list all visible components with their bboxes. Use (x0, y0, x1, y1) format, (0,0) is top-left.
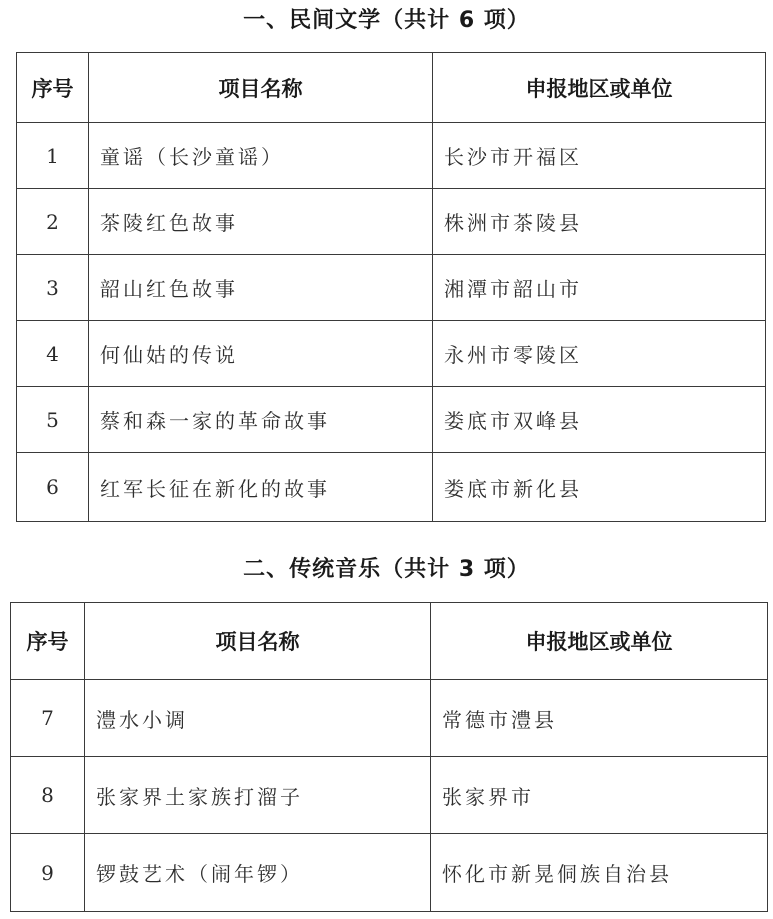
project-name-cell: 红军长征在新化的故事 (89, 453, 433, 522)
folk-literature-table (16, 52, 766, 522)
region-cell: 常德市澧县 (431, 680, 768, 757)
traditional-music-table (10, 602, 768, 912)
table-row (17, 189, 766, 255)
project-name-cell: 锣鼓艺术（闹年锣） (85, 834, 431, 912)
section-title-folk-literature: 一、民间文学（共计 6 项） (243, 8, 530, 33)
table-row (11, 757, 768, 834)
header-region: 申报地区或单位 (431, 603, 768, 680)
project-name-cell: 何仙姑的传说 (89, 321, 433, 387)
project-name-cell: 蔡和森一家的革命故事 (89, 387, 433, 453)
table-header-row (11, 603, 768, 680)
header-project-name: 项目名称 (85, 603, 431, 680)
project-name-cell: 张家界土家族打溜子 (85, 757, 431, 834)
project-name-cell: 茶陵红色故事 (89, 189, 433, 255)
table-row (17, 453, 766, 522)
serial-number-cell: 8 (11, 757, 85, 834)
region-cell: 娄底市新化县 (433, 453, 766, 522)
table-row (17, 123, 766, 189)
region-cell: 永州市零陵区 (433, 321, 766, 387)
region-cell: 长沙市开福区 (433, 123, 766, 189)
table-header-row (17, 53, 766, 123)
serial-number-cell: 2 (17, 189, 89, 255)
table-row (11, 834, 768, 912)
table-row (17, 387, 766, 453)
serial-number-cell: 5 (17, 387, 89, 453)
table-row (17, 321, 766, 387)
project-name-cell: 韶山红色故事 (89, 255, 433, 321)
table-row (11, 680, 768, 757)
serial-number-cell: 1 (17, 123, 89, 189)
serial-number-cell: 3 (17, 255, 89, 321)
serial-number-cell: 9 (11, 834, 85, 912)
section-title-traditional-music: 二、传统音乐（共计 3 项） (243, 557, 530, 582)
project-name-cell: 童谣（长沙童谣） (89, 123, 433, 189)
header-project-name: 项目名称 (89, 53, 433, 123)
serial-number-cell: 6 (17, 453, 89, 522)
header-serial-number: 序号 (11, 603, 85, 680)
region-cell: 湘潭市韶山市 (433, 255, 766, 321)
table-row (17, 255, 766, 321)
region-cell: 怀化市新晃侗族自治县 (431, 834, 768, 912)
region-cell: 张家界市 (431, 757, 768, 834)
header-region: 申报地区或单位 (433, 53, 766, 123)
serial-number-cell: 4 (17, 321, 89, 387)
serial-number-cell: 7 (11, 680, 85, 757)
region-cell: 株洲市茶陵县 (433, 189, 766, 255)
header-serial-number: 序号 (17, 53, 89, 123)
project-name-cell: 澧水小调 (85, 680, 431, 757)
region-cell: 娄底市双峰县 (433, 387, 766, 453)
